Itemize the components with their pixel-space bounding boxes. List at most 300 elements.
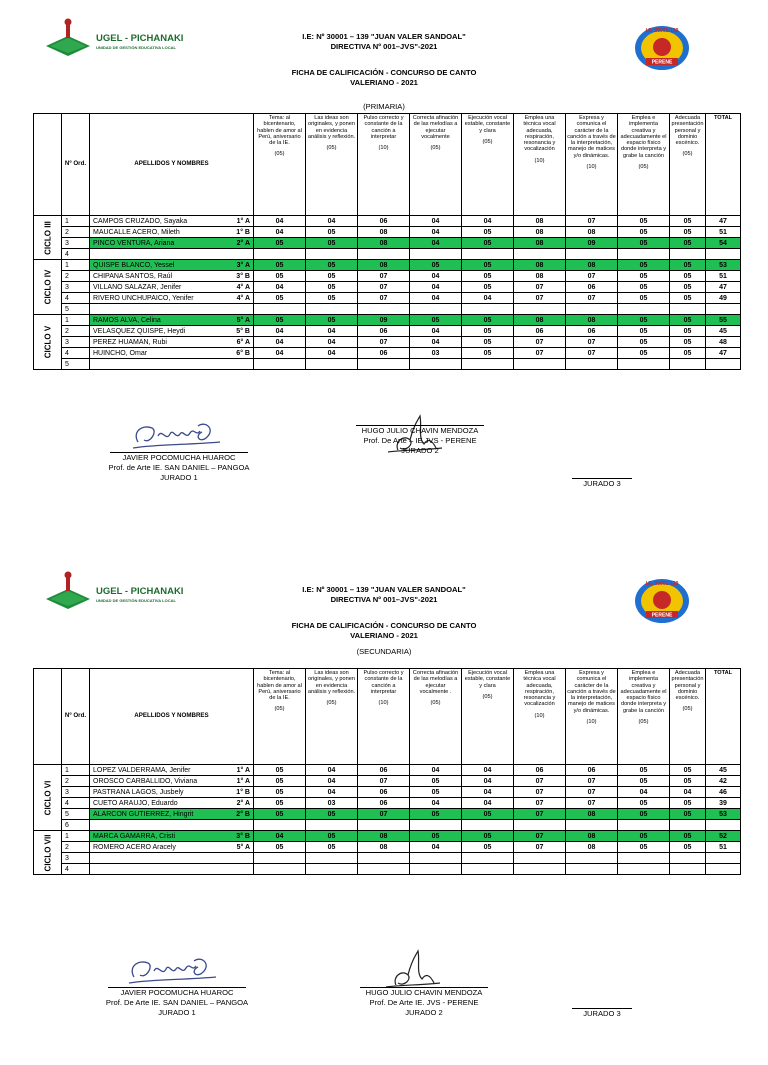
student-cell	[90, 238, 254, 249]
score-cell	[514, 853, 566, 864]
score-cell: 05	[410, 315, 462, 326]
level-label: (PRIMARIA)	[363, 102, 405, 111]
row-number: 5	[62, 304, 90, 315]
criterion-points: (05)	[682, 151, 693, 158]
score-cell	[670, 359, 706, 370]
score-cell: 04	[254, 831, 306, 842]
score-cell	[410, 853, 462, 864]
school-badge	[634, 20, 690, 76]
score-cell: 04	[410, 326, 462, 337]
score-cell	[306, 853, 358, 864]
criterion-text: Pulso correcto y constante de la canción a interpretar	[363, 115, 404, 140]
criterion-text: Correcta afinación de las melodías a ejecutar vocalmente	[412, 115, 459, 140]
criterion-points: (05)	[274, 151, 285, 158]
score-cell: 05	[254, 271, 306, 282]
score-cell: 05	[618, 227, 670, 238]
score-cell: 05	[254, 293, 306, 304]
score-cell	[254, 249, 306, 260]
criterion-points: (10)	[534, 712, 545, 719]
row-number: 1	[62, 315, 90, 326]
score-cell: 04	[618, 787, 670, 798]
criterion-points: (10)	[378, 145, 389, 152]
signature-jurado-1	[128, 418, 228, 454]
score-cell: 04	[462, 776, 514, 787]
svg-text:I.E. 30001-139: I.E. 30001-139	[645, 28, 679, 34]
score-cell: 04	[254, 326, 306, 337]
ciclo-text: CICLO VI	[43, 780, 52, 815]
total-cell: 54	[706, 238, 741, 249]
score-cell: 07	[514, 842, 566, 853]
score-cell: 04	[306, 216, 358, 227]
score-cell: 04	[670, 787, 706, 798]
ciclo-text: CICLO VII	[43, 834, 52, 871]
score-cell	[618, 820, 670, 831]
student-name: ROMERO ACERO Aracely	[93, 843, 176, 851]
total-cell: 51	[706, 271, 741, 282]
criterion-text: Las ideas son originales, y ponen en evidencia análisis y reflexión.	[307, 670, 356, 695]
ciclo-label	[34, 315, 62, 370]
student-cell	[90, 326, 254, 337]
student-name: MARCA GAMARRA, Cristi	[93, 832, 176, 840]
student-name: CAMPOS CRUZADO, Sayaka	[93, 217, 188, 225]
row-number: 1	[62, 831, 90, 842]
criterion-header	[410, 114, 462, 216]
student-cell	[90, 831, 254, 842]
row-number: 4	[62, 348, 90, 359]
score-cell: 08	[566, 227, 618, 238]
row-number: 3	[62, 282, 90, 293]
score-cell	[306, 820, 358, 831]
score-cell: 05	[306, 809, 358, 820]
ciclo-text: CICLO V	[43, 325, 52, 359]
table-row	[34, 227, 741, 238]
score-cell	[566, 304, 618, 315]
score-cell: 08	[514, 238, 566, 249]
score-cell: 09	[566, 238, 618, 249]
score-cell: 05	[618, 842, 670, 853]
score-cell: 05	[254, 238, 306, 249]
student-name: VILLANO SALAZAR, Jenifer	[93, 283, 182, 291]
criterion-points: (05)	[430, 700, 441, 707]
total-cell	[706, 820, 741, 831]
score-cell: 07	[566, 271, 618, 282]
score-cell: 04	[410, 337, 462, 348]
ciclo-label	[34, 765, 62, 831]
score-cell: 07	[566, 776, 618, 787]
score-cell: 05	[410, 260, 462, 271]
score-cell: 05	[306, 293, 358, 304]
row-number: 5	[62, 359, 90, 370]
score-cell: 05	[618, 315, 670, 326]
score-cell: 05	[670, 798, 706, 809]
total-header: TOTAL	[706, 114, 741, 216]
table-row	[34, 809, 741, 820]
criterion-text: Ejecución vocal estable, constante y clara	[464, 115, 511, 134]
score-cell	[410, 304, 462, 315]
criterion-text: Expresa y comunica el carácter de la canción a través de la interpretación, manejo de matices y/o dinámicas.	[567, 670, 616, 714]
score-cell: 05	[462, 315, 514, 326]
row-number: 1	[62, 216, 90, 227]
total-cell: 47	[706, 216, 741, 227]
score-cell: 07	[514, 809, 566, 820]
score-cell	[618, 304, 670, 315]
score-cell: 07	[514, 337, 566, 348]
jurado-1: JAVIER POCOMUCHA HUAROC Prof. de Arte IE. SAN DANIEL – PANGOA JURADO 1	[108, 453, 250, 482]
student-cell	[90, 282, 254, 293]
score-cell: 06	[358, 326, 410, 337]
table-row	[34, 820, 741, 831]
score-cell: 07	[566, 798, 618, 809]
student-grade: 3° B	[236, 272, 250, 280]
score-cell	[514, 359, 566, 370]
row-number: 3	[62, 337, 90, 348]
score-cell: 05	[462, 842, 514, 853]
score-cell	[358, 864, 410, 875]
row-number: 2	[62, 326, 90, 337]
score-cell: 03	[410, 348, 462, 359]
criterion-header	[254, 669, 306, 765]
score-cell: 05	[670, 831, 706, 842]
row-number: 2	[62, 842, 90, 853]
svg-text:UGEL - PICHANAKI: UGEL - PICHANAKI	[96, 586, 184, 597]
criterion-text: Tema: al bicentenario, hablen de amor al Perú, aniversario de la IE.	[257, 670, 302, 702]
score-cell	[306, 359, 358, 370]
total-cell: 48	[706, 337, 741, 348]
form-title: FICHA DE CALIFICACIÓN - CONCURSO DE CANTO VALERIANO - 2021	[291, 621, 477, 640]
score-cell: 05	[254, 260, 306, 271]
student-name: ALARCON GUTIERREZ, Hingrit	[93, 810, 194, 818]
svg-text:I.E. 30001-139: I.E. 30001-139	[645, 581, 679, 587]
score-cell: 05	[670, 776, 706, 787]
student-grade: 1° B	[236, 788, 250, 796]
score-cell	[462, 853, 514, 864]
criterion-text: Emplea una técnica vocal adecuada, respiración, resonancia y vocalización	[523, 115, 556, 153]
table-row	[34, 271, 741, 282]
score-cell: 05	[462, 809, 514, 820]
score-cell	[618, 853, 670, 864]
criterion-points: (05)	[638, 164, 649, 171]
criterion-text: Emplea e implementa creativa y adecuadamente el espacio físico donde interpreta y grabe la canción	[620, 115, 667, 159]
score-cell	[514, 249, 566, 260]
score-cell: 05	[254, 315, 306, 326]
score-cell	[618, 249, 670, 260]
score-cell: 05	[410, 787, 462, 798]
table-row	[34, 337, 741, 348]
criterion-points: (05)	[274, 706, 285, 713]
score-cell: 05	[306, 260, 358, 271]
score-cell: 04	[462, 765, 514, 776]
score-cell: 05	[254, 842, 306, 853]
score-cell: 04	[410, 293, 462, 304]
criterion-header	[306, 114, 358, 216]
sheet-secundaria	[0, 553, 768, 1065]
score-cell: 05	[670, 315, 706, 326]
student-grade: 5° A	[236, 316, 250, 324]
student-grade: 2° A	[236, 239, 250, 247]
score-cell: 05	[670, 765, 706, 776]
total-cell: 53	[706, 809, 741, 820]
score-cell: 05	[618, 765, 670, 776]
score-cell	[254, 820, 306, 831]
score-cell	[306, 864, 358, 875]
score-cell: 04	[462, 787, 514, 798]
table-row	[34, 776, 741, 787]
total-cell: 46	[706, 787, 741, 798]
criterion-points: (05)	[682, 706, 693, 713]
score-cell: 05	[410, 831, 462, 842]
score-cell	[306, 304, 358, 315]
school-title: I.E: Nº 30001 – 139 "JUAN VALER SANDOAL" DIRECTIVA Nº 001–JVS"-2021	[302, 32, 466, 51]
score-cell: 05	[618, 809, 670, 820]
student-grade: 4° A	[236, 283, 250, 291]
form-title: FICHA DE CALIFICACIÓN - CONCURSO DE CANTO VALERIANO - 2021	[291, 68, 477, 87]
student-name: CHIPANA SANTOS, Raúl	[93, 272, 173, 280]
score-table	[33, 668, 741, 875]
student-grade: 2° A	[236, 799, 250, 807]
student-grade: 2° B	[236, 810, 250, 818]
total-cell	[706, 359, 741, 370]
score-cell: 05	[670, 348, 706, 359]
total-cell: 51	[706, 842, 741, 853]
svg-text:UNIDAD DE GESTIÓN EDUCATIVA LO: UNIDAD DE GESTIÓN EDUCATIVA LOCAL	[96, 45, 176, 50]
ciclo-text: CICLO III	[43, 220, 52, 255]
score-cell	[358, 853, 410, 864]
score-cell: 06	[358, 765, 410, 776]
header-row	[34, 114, 741, 216]
score-cell: 05	[254, 809, 306, 820]
criterion-points: (10)	[534, 157, 545, 164]
score-cell	[410, 864, 462, 875]
score-cell: 07	[566, 293, 618, 304]
score-cell: 04	[410, 271, 462, 282]
student-cell	[90, 227, 254, 238]
student-name: QUISPE BLANCO, Yessel	[93, 261, 175, 269]
row-number: 6	[62, 820, 90, 831]
score-cell: 04	[306, 776, 358, 787]
student-cell	[90, 864, 254, 875]
student-grade: 5° A	[236, 843, 250, 851]
score-cell: 06	[566, 326, 618, 337]
score-cell	[358, 304, 410, 315]
score-cell	[566, 864, 618, 875]
student-grade: 1° A	[236, 777, 250, 785]
score-cell: 08	[566, 315, 618, 326]
signature-jurado-1	[124, 953, 224, 989]
school-badge	[634, 573, 690, 629]
score-cell: 04	[254, 282, 306, 293]
ciclo-header	[34, 114, 62, 216]
score-cell: 05	[462, 337, 514, 348]
score-cell	[254, 853, 306, 864]
criterion-text: Pulso correcto y constante de la canción a interpretar	[363, 670, 404, 695]
student-name: CUETO ARAUJO, Eduardo	[93, 799, 178, 807]
total-cell: 49	[706, 293, 741, 304]
criterion-points: (10)	[586, 719, 597, 726]
criterion-header	[358, 669, 410, 765]
score-cell	[462, 359, 514, 370]
student-name: MAUCALLE ACERO, Mileth	[93, 228, 180, 236]
score-cell	[566, 249, 618, 260]
table-row	[34, 326, 741, 337]
score-cell	[670, 853, 706, 864]
score-cell: 08	[358, 260, 410, 271]
criterion-header	[462, 114, 514, 216]
score-cell	[358, 820, 410, 831]
student-cell	[90, 765, 254, 776]
student-cell	[90, 271, 254, 282]
score-cell: 04	[254, 337, 306, 348]
score-cell: 09	[358, 315, 410, 326]
total-cell: 47	[706, 282, 741, 293]
score-cell: 04	[410, 798, 462, 809]
student-cell	[90, 776, 254, 787]
score-cell: 05	[618, 216, 670, 227]
score-cell: 04	[306, 787, 358, 798]
student-cell	[90, 809, 254, 820]
score-cell	[566, 853, 618, 864]
svg-text:PERENE: PERENE	[651, 59, 673, 66]
criterion-points: (05)	[326, 145, 337, 152]
table-row	[34, 260, 741, 271]
student-cell	[90, 348, 254, 359]
score-cell: 05	[462, 227, 514, 238]
score-cell: 04	[410, 765, 462, 776]
criterion-header	[410, 669, 462, 765]
score-cell: 05	[670, 238, 706, 249]
criterion-text: Tema: al bicentenario, hablen de amor al Perú, aniversario de la IE.	[257, 115, 302, 147]
score-cell: 05	[618, 260, 670, 271]
signature-jurado-2	[382, 947, 442, 991]
row-number: 3	[62, 853, 90, 864]
student-name: RIVERO UNCHUPAICO, Yenifer	[93, 294, 194, 302]
score-cell: 05	[462, 260, 514, 271]
score-cell: 05	[618, 271, 670, 282]
score-cell: 05	[462, 238, 514, 249]
score-cell: 05	[462, 348, 514, 359]
criterion-header	[566, 114, 618, 216]
table-row	[34, 238, 741, 249]
score-cell: 06	[358, 216, 410, 227]
table-row	[34, 359, 741, 370]
score-cell: 05	[618, 282, 670, 293]
score-cell: 05	[306, 282, 358, 293]
score-cell: 08	[514, 216, 566, 227]
score-cell: 07	[514, 348, 566, 359]
row-number: 4	[62, 798, 90, 809]
score-cell	[670, 820, 706, 831]
score-cell: 08	[358, 831, 410, 842]
student-grade: 1° A	[236, 766, 250, 774]
criterion-text: Adecuada presentación personal y dominio escénico.	[671, 115, 704, 147]
score-cell: 07	[358, 293, 410, 304]
score-cell: 05	[618, 798, 670, 809]
criterion-text: Correcta afinación de las melodías a ejecutar vocalmente .	[412, 670, 459, 695]
total-cell: 53	[706, 260, 741, 271]
total-cell	[706, 853, 741, 864]
student-cell	[90, 315, 254, 326]
name-header: APELLIDOS Y NOMBRES	[90, 669, 254, 765]
score-cell: 05	[670, 260, 706, 271]
criterion-text: Adecuada presentación personal y dominio escénico.	[671, 670, 704, 702]
score-cell: 07	[566, 787, 618, 798]
row-number: 5	[62, 809, 90, 820]
student-grade: 3° B	[236, 832, 250, 840]
table-row	[34, 787, 741, 798]
score-cell: 06	[566, 765, 618, 776]
table-row	[34, 315, 741, 326]
score-cell: 07	[566, 348, 618, 359]
student-cell	[90, 853, 254, 864]
score-cell	[462, 820, 514, 831]
score-cell	[462, 304, 514, 315]
school-title: I.E: Nº 30001 – 139 "JUAN VALER SANDOAL" DIRECTIVA Nº 001–JVS"-2021	[302, 585, 466, 604]
score-cell	[358, 359, 410, 370]
score-cell: 07	[514, 293, 566, 304]
score-cell: 04	[410, 216, 462, 227]
score-cell	[566, 820, 618, 831]
table-row	[34, 249, 741, 260]
row-number: 1	[62, 260, 90, 271]
score-cell: 04	[306, 337, 358, 348]
total-cell	[706, 864, 741, 875]
score-cell: 05	[670, 216, 706, 227]
student-grade: 1° A	[236, 217, 250, 225]
score-cell: 06	[358, 348, 410, 359]
student-name: HUINCHO, Omar	[93, 349, 148, 357]
criterion-text: Ejecución vocal estable, constante y clara	[464, 670, 511, 689]
criterion-points: (05)	[482, 138, 493, 145]
student-grade: 6° A	[236, 338, 250, 346]
score-cell: 07	[358, 776, 410, 787]
score-cell: 04	[254, 216, 306, 227]
student-cell	[90, 304, 254, 315]
score-cell: 05	[306, 238, 358, 249]
criterion-points: (05)	[326, 700, 337, 707]
ciclo-text: CICLO IV	[43, 269, 52, 305]
row-number: 2	[62, 271, 90, 282]
score-cell: 07	[358, 809, 410, 820]
score-cell: 07	[514, 787, 566, 798]
score-cell: 04	[306, 765, 358, 776]
table-row	[34, 798, 741, 809]
criterion-points: (10)	[378, 700, 389, 707]
ugel-logo	[44, 12, 204, 60]
score-cell: 05	[306, 842, 358, 853]
score-cell: 08	[514, 271, 566, 282]
row-number: 3	[62, 787, 90, 798]
score-cell: 05	[670, 271, 706, 282]
score-cell: 08	[514, 315, 566, 326]
score-cell: 05	[410, 776, 462, 787]
score-cell: 05	[306, 227, 358, 238]
row-number: 1	[62, 765, 90, 776]
total-cell	[706, 249, 741, 260]
criterion-header	[566, 669, 618, 765]
score-cell: 06	[358, 787, 410, 798]
score-cell: 06	[358, 798, 410, 809]
score-cell: 05	[618, 293, 670, 304]
svg-text:PERENE: PERENE	[651, 612, 673, 619]
jurado-1: JAVIER POCOMUCHA HUAROC Prof. De Arte IE. SAN DANIEL – PANGOA JURADO 1	[105, 988, 249, 1017]
student-name: OROSCO CARBALLIDO, Viviana	[93, 777, 198, 785]
score-cell: 04	[410, 282, 462, 293]
score-cell	[254, 359, 306, 370]
criterion-text: Las ideas son originales, y ponen en evidencia análisis y reflexión.	[307, 115, 356, 140]
ciclo-label	[34, 831, 62, 875]
score-cell	[410, 249, 462, 260]
total-cell: 45	[706, 765, 741, 776]
score-cell: 04	[410, 238, 462, 249]
